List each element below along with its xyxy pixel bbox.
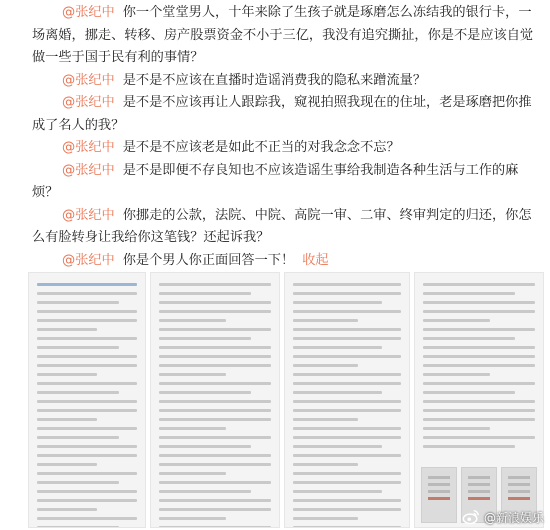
post-paragraph-2: @张纪中 是不是不应该在直播时造谣消费我的隐私来蹭流量？ [62, 72, 427, 88]
mention-link[interactable]: @张纪中 [62, 5, 115, 20]
weibo-post-body [32, 2, 542, 272]
mention-link[interactable]: @张纪中 [62, 95, 115, 110]
collapse-link[interactable]: 收起 [302, 252, 329, 268]
image-thumbnail-4[interactable] [414, 272, 544, 528]
image-thumbnail-3[interactable] [284, 272, 410, 528]
mention-link[interactable]: @张纪中 [62, 162, 115, 178]
mention-link[interactable]: @张纪中 [62, 252, 115, 268]
watermark-text: @新浪娱乐 [483, 510, 544, 525]
post-paragraph-5: @张纪中 是不是即便不存良知也不应该造谣生事给我制造各种生活与工作的麻烦？ [32, 162, 519, 200]
mention-link[interactable]: @张纪中 [62, 207, 115, 223]
post-paragraph-7: @张纪中 你是个男人你正面回答一下！ 收起 [62, 252, 329, 268]
sina-ent-watermark [462, 508, 544, 526]
post-paragraph-6: @张纪中 你挪走的公款，法院、中院、高院一审、二审、终审判定的归还，你怎么有脸转身让我给你这笔钱？还起诉我？ [32, 207, 532, 245]
mention-link[interactable]: @张纪中 [62, 72, 115, 88]
post-paragraph-3: @张纪中 是不是不应该再让人跟踪我，窥视拍照我现在的住址，老是琢磨把你推成了名人的我？ [32, 95, 532, 133]
image-thumbnail-1[interactable] [28, 272, 146, 528]
image-thumbnail-2[interactable] [150, 272, 280, 528]
post-paragraph-4: @张纪中 是不是不应该老是如此不正当的对我念念不忘？ [62, 140, 400, 155]
image-gallery [28, 272, 544, 528]
mention-link[interactable]: @张纪中 [62, 140, 115, 155]
weibo-logo-icon [462, 508, 480, 526]
post-paragraph-1: @张纪中 你一个堂堂男人，十年来除了生孩子就是琢磨怎么冻结我的银行卡，一场离婚，挪走、转移、房产股票资金不小于三亿，我没有追究撕扯，你是不是应该自觉做一些于国于民有利的事情？ [32, 5, 534, 65]
screenshot-cell [421, 467, 457, 523]
